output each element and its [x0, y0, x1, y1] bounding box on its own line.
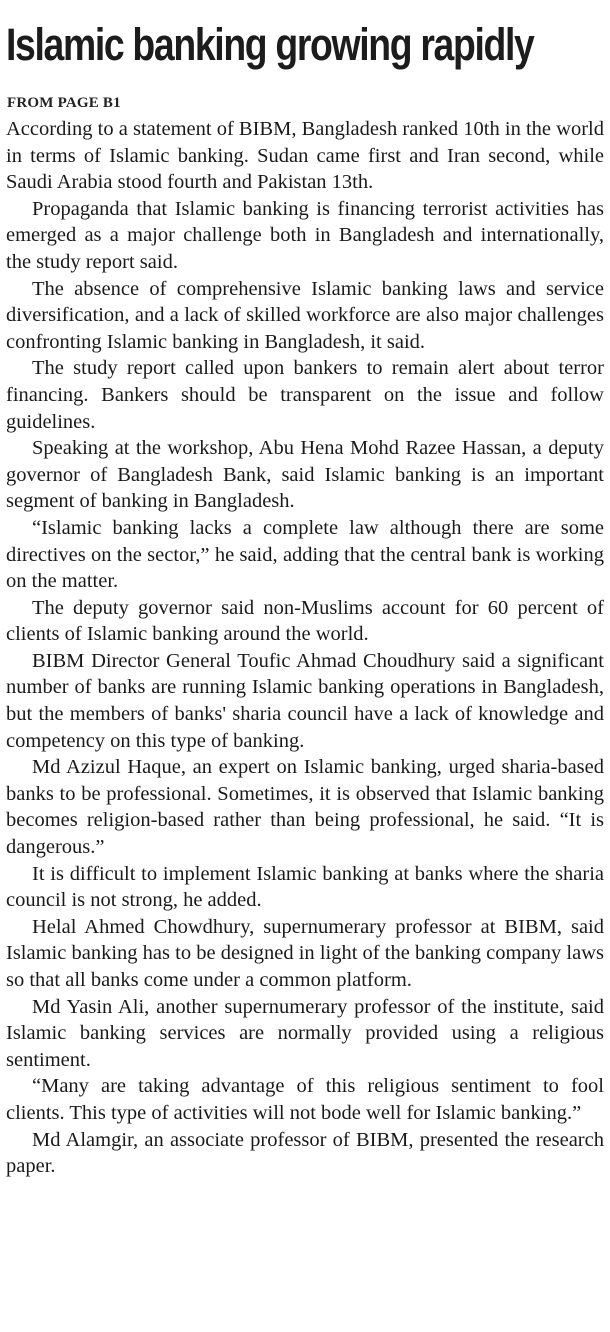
paragraph: Helal Ahmed Chowdhury, supernumerary professor at BIBM, said Islamic banking has to be designed in light of the banking company laws so that all banks come under a common platform. [6, 915, 604, 991]
paragraph: Speaking at the workshop, Abu Hena Mohd Razee Hassan, a deputy governor of Bangladesh Bank, said Islamic banking is an important segment of banking in Bangladesh. [6, 437, 604, 513]
paragraph: Md Azizul Haque, an expert on Islamic banking, urged sharia-based banks to be professional. Sometimes, it is observed that Islamic banking becomes religion-based rather than being professional, he said. “It is dangerous.” [6, 756, 604, 859]
paragraph: Md Alamgir, an associate professor of BIBM, presented the research paper. [6, 1128, 604, 1178]
headline: Islamic banking growing rapidly [6, 19, 534, 70]
paragraph: It is difficult to implement Islamic banking at banks where the sharia council is not strong, he added. [6, 862, 604, 912]
paragraph: The deputy governor said non-Muslims account for 60 percent of clients of Islamic banking around the world. [6, 596, 604, 646]
jump-line: FROM PAGE B1 [7, 95, 121, 111]
paragraph: “Islamic banking lacks a complete law although there are some directives on the sector,” he said, adding that the central bank is working on the matter. [6, 516, 604, 593]
news-article [6, 0, 604, 1180]
paragraph: BIBM Director General Toufic Ahmad Choudhury said a significant number of banks are running Islamic banking operations in Bangladesh, but the members of banks' sharia council have a lack of knowledge and competency on this type of banking. [6, 649, 604, 752]
paragraph: The absence of comprehensive Islamic banking laws and service diversification, and a lack of skilled workforce are also major challenges confronting Islamic banking in Bangladesh, it said. [6, 277, 604, 353]
paragraph: According to a statement of BIBM, Bangladesh ranked 10th in the world in terms of Islamic banking. Sudan came first and Iran second, while Saudi Arabia stood fourth and Pakistan 13th. [6, 118, 604, 194]
paragraph: The study report called upon bankers to remain alert about terror financing. Bankers should be transparent on the issue and follow guidelines. [6, 357, 604, 433]
article-body [6, 116, 604, 1180]
paragraph: “Many are taking advantage of this religious sentiment to fool clients. This type of activities will not bode well for Islamic banking.” [6, 1075, 604, 1124]
paragraph: Propaganda that Islamic banking is financing terrorist activities has emerged as a major challenge both in Bangladesh and internationally, the study report said. [6, 197, 604, 273]
paragraph: Md Yasin Ali, another supernumerary professor of the institute, said Islamic banking services are normally provided using a religious sentiment. [6, 995, 604, 1071]
